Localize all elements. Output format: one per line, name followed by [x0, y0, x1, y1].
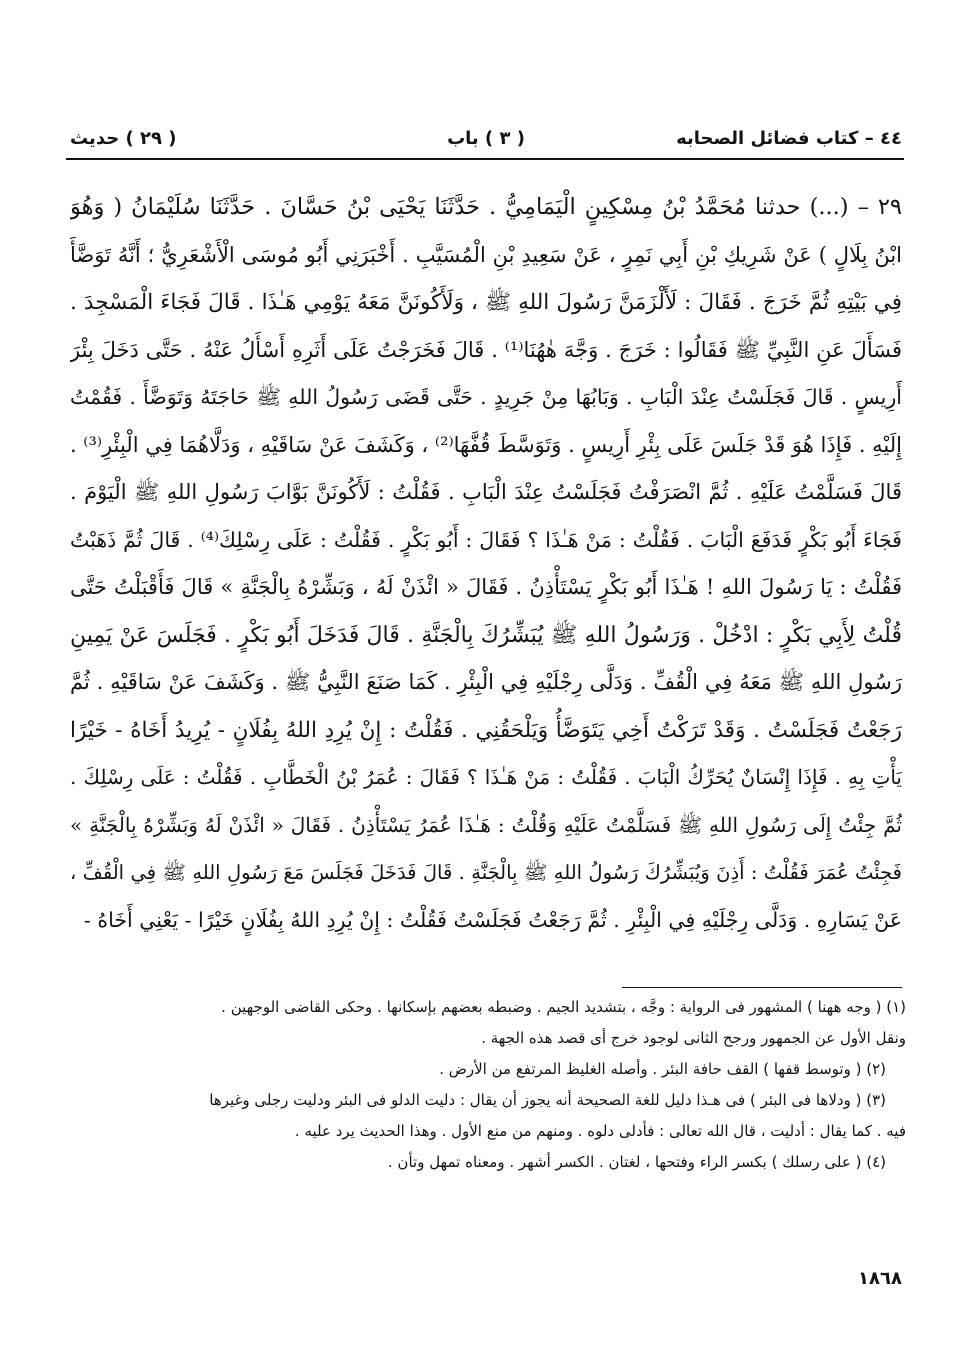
book-title: ٤٤ – كتاب فضائل الصحابه: [676, 128, 902, 149]
footnotes: [70, 992, 906, 1178]
footnote-3-continued: فيه . كما يقال : أدليت ، قال الله تعالى : فأدلى دلوه . ومنهم من منع الأول . وهذا الحديث يرد عليه .: [294, 1122, 906, 1140]
text-line: فَسَأَلَ عَنِ النَّبِيِّ ﷺ فَقَالُوا : خَرَجَ . وَجَّهَ هٰهُنَا⁽¹⁾ . قَالَ فَخَرَجْتُ عَلَى أَثَرِهِ أَسْأَلُ عَنْهُ . حَتَّى دَخَلَ بِئْرَ: [70, 337, 902, 362]
text-line: فَجَاءَ أَبُو بَكْرٍ فَدَفَعَ الْبَابَ . فَقُلْتُ : مَنْ هَـٰذَا ؟ فَقَالَ : أَبُو بَكْرٍ . فَقُلْتُ : عَلَى رِسْلِكَ⁽⁴⁾ . قَالَ ثُمَّ ذَهَبْتُ: [70, 527, 902, 552]
text-line: فَجِئْتُ عُمَرَ فَقُلْتُ : أَذِنَ وَيُبَشِّرُكَ رَسُولُ اللهِ ﷺ بِالْجَنَّةِ . قَالَ فَدَخَلَ فَجَلَسَ مَعَ رَسُولِ اللهِ ﷺ فِي الْقُفِّ ،: [70, 861, 902, 884]
text-line: قَالَ فَسَلَّمْتُ عَلَيْهِ . ثُمَّ انْصَرَفْتُ فَجَلَسْتُ عِنْدَ الْبَابِ . فَقُلْتُ : لَأَكُونَنَّ بَوَّابَ رَسُولِ اللهِ ﷺ الْيَوْمَ .: [70, 480, 902, 504]
text-line: ثُمَّ جِئْتُ إِلَى رَسُولِ اللهِ ﷺ فَسَلَّمْتُ عَلَيْهِ وَقُلْتُ : هَـٰذَا عُمَرُ يَسْتَأْذِنُ . فَقَالَ « ائْذَنْ لَهُ وَبَشِّرْهُ بِالْجَنَّةِ »: [70, 812, 902, 837]
running-header: [70, 124, 902, 158]
chapter-label: ( ٣ ) باب: [447, 128, 525, 149]
text-line: رَسُولِ اللهِ ﷺ مَعَهُ فِي الْقُفِّ . وَدَلَّى رِجْلَيْهِ فِي الْبِئْرِ . كَمَا صَنَعَ النَّبِيُّ ﷺ . وَكَشَفَ عَنْ سَاقَيْهِ . ثُمَّ: [70, 670, 902, 694]
page-number: ١٨٦٨: [858, 1268, 902, 1289]
footnote-1-continued: ونقل الأول عن الجمهور ورجح الثانى لوجود خرج أى قصد هذه الجهة .: [481, 1029, 906, 1047]
footnote-2: (٢) ( وتوسط قفها ) القف حافة البئر . وأصله الغليظ المرتفع من الأرض .: [439, 1060, 886, 1078]
text-line: يَأْتِ بِهِ . فَإِذَا إِنْسَانٌ يُحَرِّكُ الْبَابَ . فَقُلْتُ : مَنْ هَـٰذَا ؟ فَقَالَ : عُمَرُ بْنُ الْخَطَّابِ . فَقُلْتُ : عَلَى رِسْلِكَ .: [70, 765, 902, 789]
header-divider: [66, 158, 904, 160]
text-line: رَجَعْتُ فَجَلَسْتُ . وَقَدْ تَرَكْتُ أَخِي يَتَوَضَّأُ وَيَلْحَقُنِي . فَقُلْتُ : إِنْ يُرِدِ اللهُ بِفُلَانٍ - يُرِيدُ أَخَاهُ - خَيْرًا: [70, 717, 902, 743]
footnote-3: (٣) ( ودلاها فى البئر ) فى هـذا دليل للغة الصحيحة أنه يجوز أن يقال : دليت الدلو فى البئر ودليت رجلى وغيرها: [209, 1091, 886, 1109]
footnote-1: (١) ( وجه ههنا ) المشهور فى الرواية : وجَّه ، بتشديد الجيم . وضبطه بعضهم بإسكانها . وحكى القاضى الوجهين .: [221, 998, 906, 1016]
text-line: ابْنُ بِلَالٍ ) عَنْ شَرِيكِ بْنِ أَبِي نَمِرٍ ، عَنْ سَعِيدِ بْنِ الْمُسَيَّبِ . أَخْبَرَنِي أَبُو مُوسَى الْأَشْعَرِيُّ ؛ أَنَّهُ تَوَضَّأَ: [70, 242, 902, 267]
footnote-divider: [622, 987, 902, 988]
hadith-text: [70, 184, 902, 944]
text-line: قُلْتُ لِأَبِي بَكْرٍ : ادْخُلْ . وَرَسُولُ اللهِ ﷺ يُبَشِّرُكَ بِالْجَنَّةِ . قَالَ فَدَخَلَ أَبُو بَكْرٍ . فَجَلَسَ عَنْ يَمِينِ: [70, 622, 902, 648]
text-line: أَرِيسٍ . قَالَ فَجَلَسْتُ عِنْدَ الْبَابِ . وَبَابُهَا مِنْ جَرِيدٍ . حَتَّى قَضَى رَسُولُ اللهِ ﷺ حَاجَتَهُ وَتَوَضَّأَ . فَقُمْتُ: [70, 385, 902, 409]
text-line: فَقُلْتُ : يَا رَسُولَ اللهِ ! هَـٰذَا أَبُو بَكْرٍ يَسْتَأْذِنُ . فَقَالَ « ائْذَنْ لَهُ ، وَبَشِّرْهُ بِالْجَنَّةِ » قَالَ فَأَقْبَلْتُ حَتَّى: [70, 575, 902, 599]
text-line: إِلَيْهِ . فَإِذَا هُوَ قَدْ جَلَسَ عَلَى بِئْرِ أَرِيسٍ . وَتَوَسَّطَ قُفَّهَا⁽²⁾ ، وَكَشَفَ عَنْ سَاقَيْهِ ، وَدَلَّاهُمَا فِي الْبِئْرِ⁽³⁾ .: [70, 432, 902, 457]
footnote-4: (٤) ( على رسلك ) بكسر الراء وفتحها ، لغتان . الكسر أشهر . ومعناه تمهل وتأن .: [387, 1153, 886, 1171]
text-line: فِي بَيْتِهِ ثُمَّ خَرَجَ . فَقَالَ : لَأَلْزَمَنَّ رَسُولَ اللهِ ﷺ ، وَلَأَكُونَنَّ مَعَهُ يَوْمِي هَـٰذَا . قَالَ فَجَاءَ الْمَسْجِدَ .: [70, 290, 902, 315]
text-line: عَنْ يَسَارِهِ . وَدَلَّى رِجْلَيْهِ فِي الْبِئْرِ . ثُمَّ رَجَعْتُ فَجَلَسْتُ فَقُلْتُ : إِنْ يُرِدِ اللهُ بِفُلَانٍ خَيْرًا - يَعْنِي أَخَاهُ -: [83, 907, 902, 932]
text-line: ٢٩ – (...) حدثنا مُحَمَّدُ بْنُ مِسْكِينٍ الْيَمَامِيُّ . حَدَّثَنَا يَحْيَى بْنُ حَسَّانَ . حَدَّثَنَا سُلَيْمَانُ ( وَهُوَ: [70, 194, 902, 220]
hadith-label: ( ٢٩ ) حديث: [70, 128, 177, 149]
